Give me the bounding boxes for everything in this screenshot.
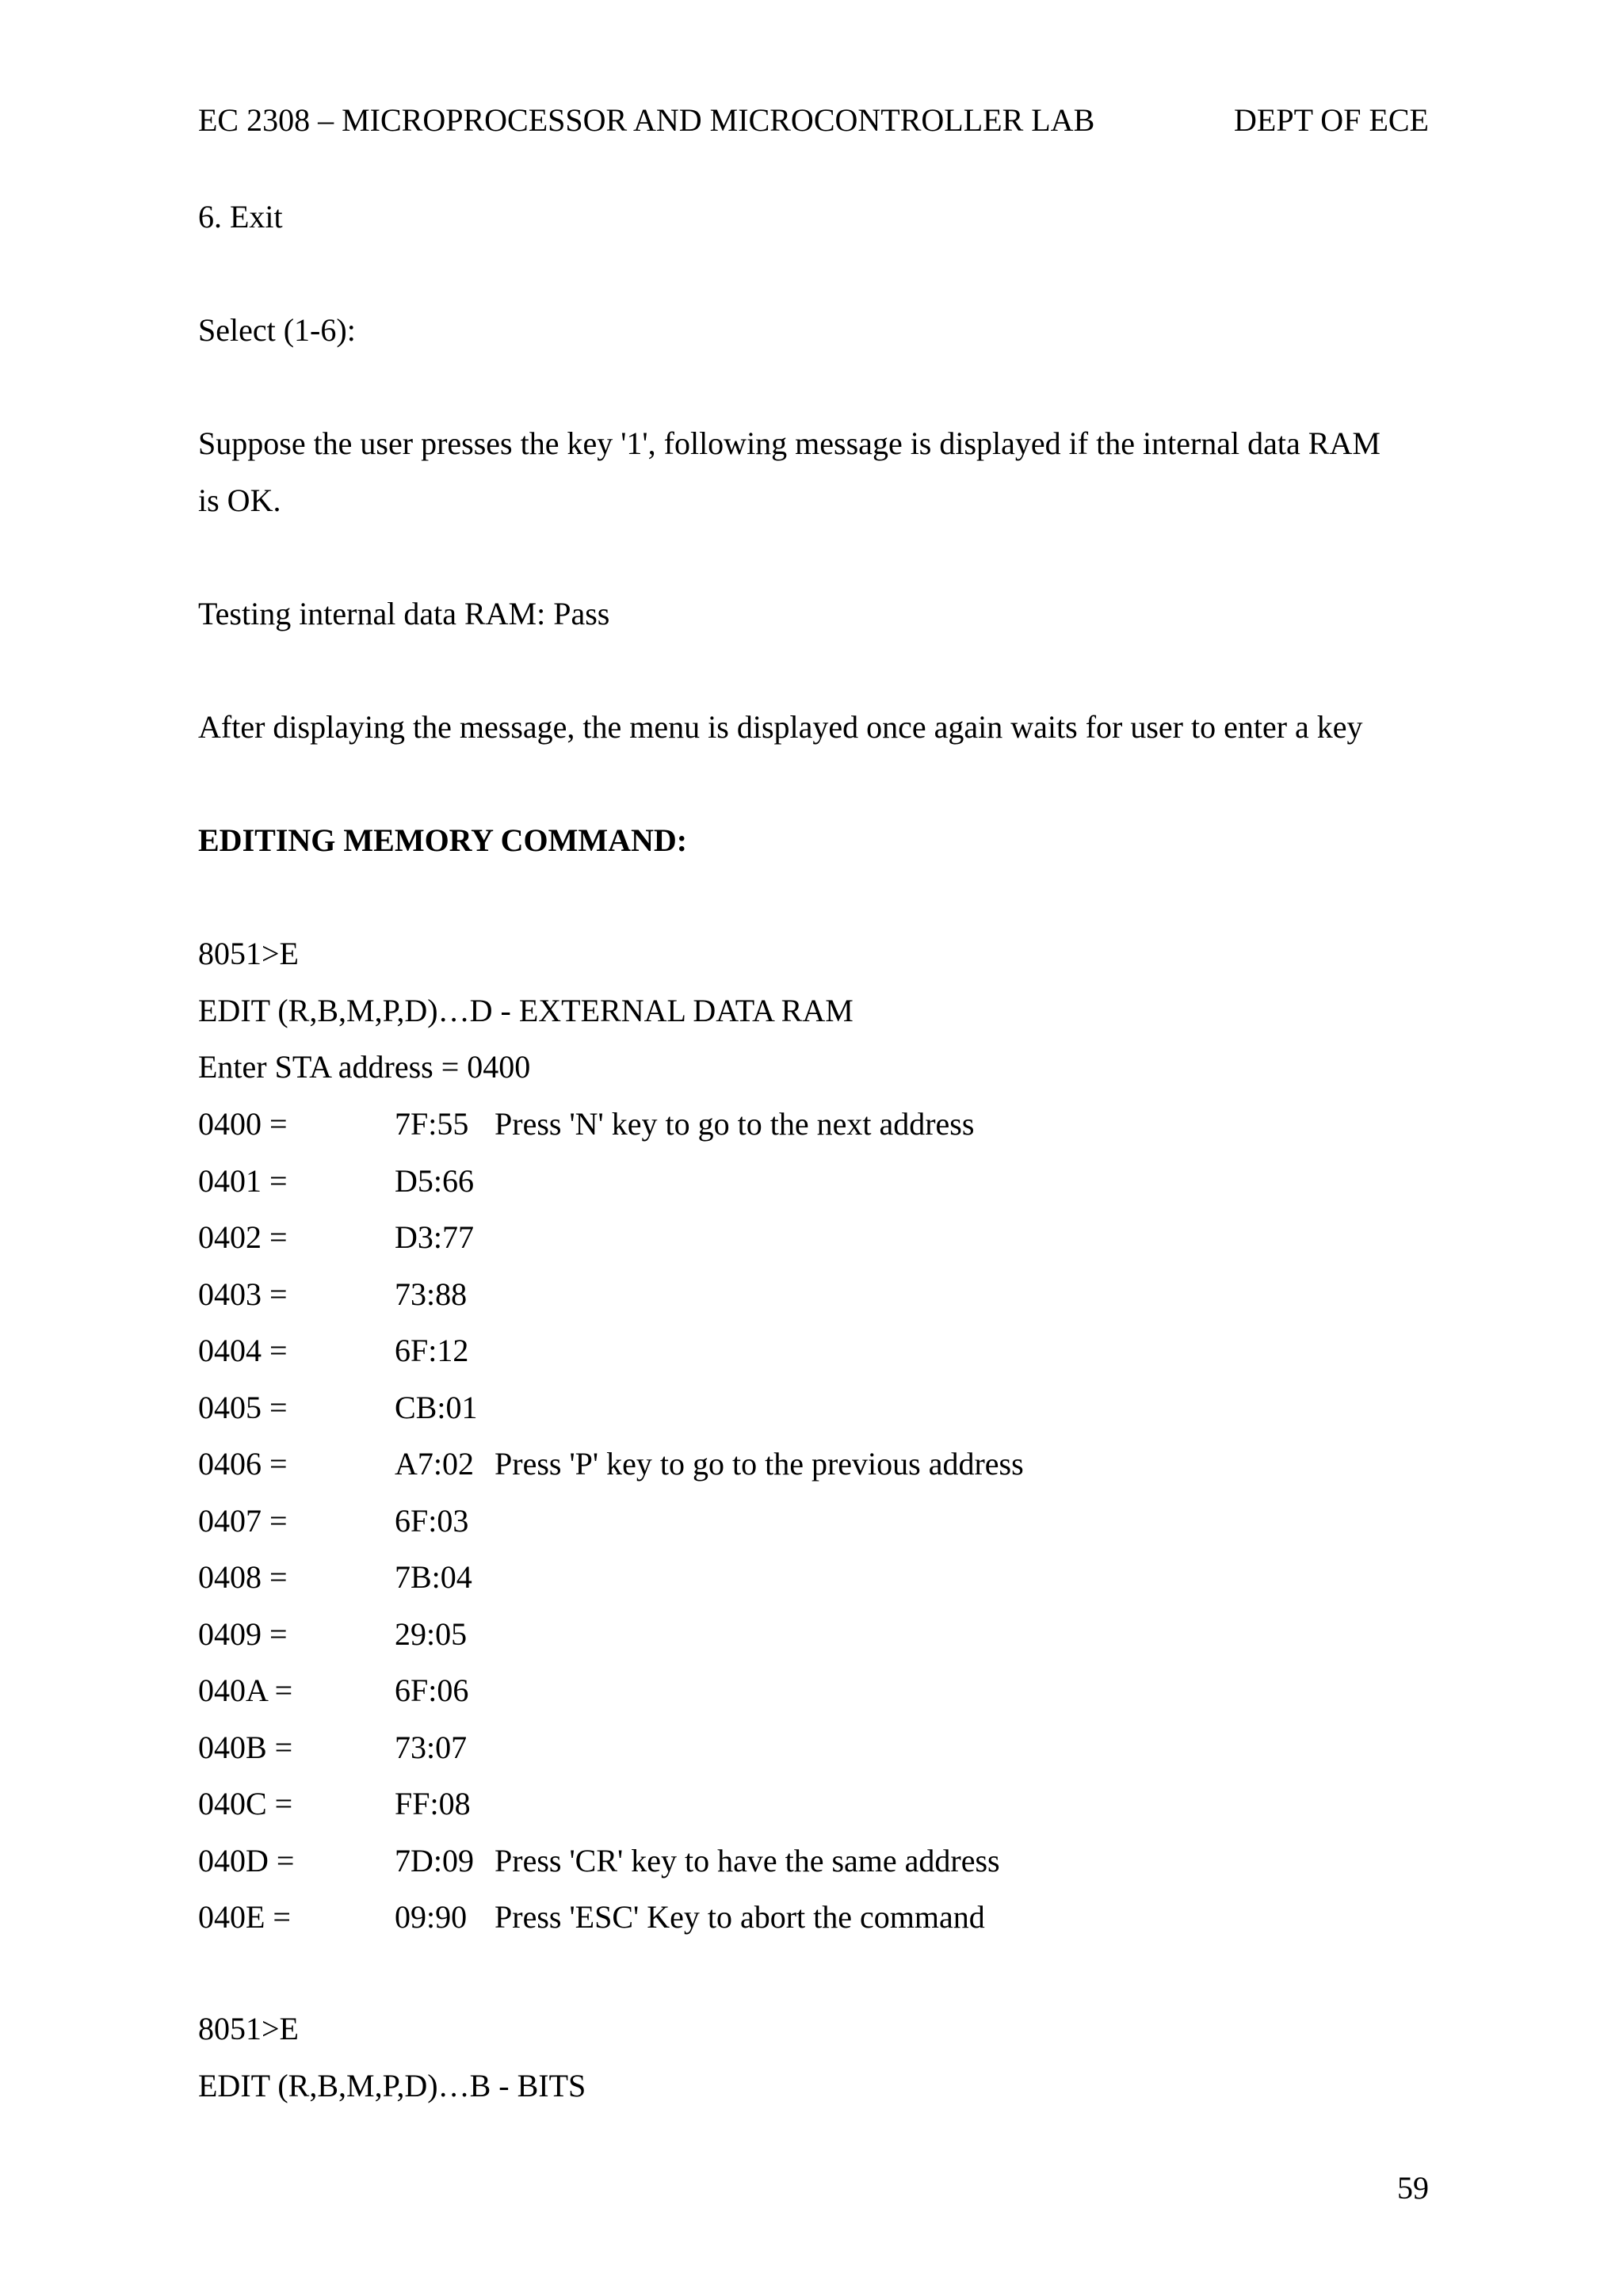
memory-value: A7:02 [395, 1446, 474, 1482]
memory-note: Press 'CR' key to have the same address [495, 1843, 1000, 1878]
page-number: 59 [1397, 2170, 1429, 2206]
memory-address: 040E = [198, 1899, 291, 1935]
command-prompt-2: 8051>E [198, 2011, 299, 2046]
memory-address: 0404 = [198, 1333, 288, 1368]
memory-value: 7F:55 [395, 1106, 469, 1142]
memory-address: 0401 = [198, 1163, 288, 1199]
memory-address: 0400 = [198, 1106, 288, 1142]
memory-value: 7B:04 [395, 1559, 472, 1595]
memory-address: 040B = [198, 1730, 293, 1765]
memory-address: 040D = [198, 1843, 295, 1878]
memory-value: 09:90 [395, 1899, 468, 1935]
memory-address: 0406 = [198, 1446, 288, 1482]
section-heading: EDITING MEMORY COMMAND: [198, 822, 688, 858]
testing-message: Testing internal data RAM: Pass [198, 596, 610, 631]
command-prompt-1: 8051>E [198, 936, 299, 971]
page-header-department: DEPT OF ECE [1234, 102, 1429, 138]
memory-value: 73:88 [395, 1276, 468, 1312]
memory-address: 0405 = [198, 1390, 288, 1425]
memory-value: CB:01 [395, 1390, 478, 1425]
paragraph-line-2: is OK. [198, 482, 281, 518]
memory-address: 0402 = [198, 1219, 288, 1255]
edit-line-1: EDIT (R,B,M,P,D)…D - EXTERNAL DATA RAM [198, 993, 854, 1028]
enter-start-address: Enter STA address = 0400 [198, 1049, 531, 1085]
memory-address: 0408 = [198, 1559, 288, 1595]
after-message: After displaying the message, the menu is displayed once again waits for user to enter a key [198, 709, 1363, 745]
paragraph-line-1: Suppose the user presses the key '1', following message is displayed if the internal data RAM [198, 425, 1381, 461]
memory-address: 040A = [198, 1672, 293, 1708]
memory-note: Press 'P' key to go to the previous address [495, 1446, 1024, 1482]
memory-value: 29:05 [395, 1616, 468, 1652]
memory-value: D5:66 [395, 1163, 474, 1199]
memory-address: 040C = [198, 1786, 293, 1821]
memory-value: 6F:06 [395, 1672, 469, 1708]
memory-value: 73:07 [395, 1730, 468, 1765]
memory-value: D3:77 [395, 1219, 474, 1255]
memory-value: 6F:12 [395, 1333, 469, 1368]
memory-value: 7D:09 [395, 1843, 474, 1878]
memory-address: 0407 = [198, 1503, 288, 1539]
memory-value: 6F:03 [395, 1503, 469, 1539]
memory-note: Press 'ESC' Key to abort the command [495, 1899, 985, 1935]
memory-value: FF:08 [395, 1786, 471, 1821]
memory-note: Press 'N' key to go to the next address [495, 1106, 975, 1142]
menu-item-exit: 6. Exit [198, 199, 283, 235]
edit-line-2: EDIT (R,B,M,P,D)…B - BITS [198, 2068, 586, 2103]
memory-address: 0409 = [198, 1616, 288, 1652]
select-prompt: Select (1-6): [198, 312, 356, 348]
page-header-title: EC 2308 – MICROPROCESSOR AND MICROCONTROLLER LAB [198, 102, 1095, 138]
memory-address: 0403 = [198, 1276, 288, 1312]
